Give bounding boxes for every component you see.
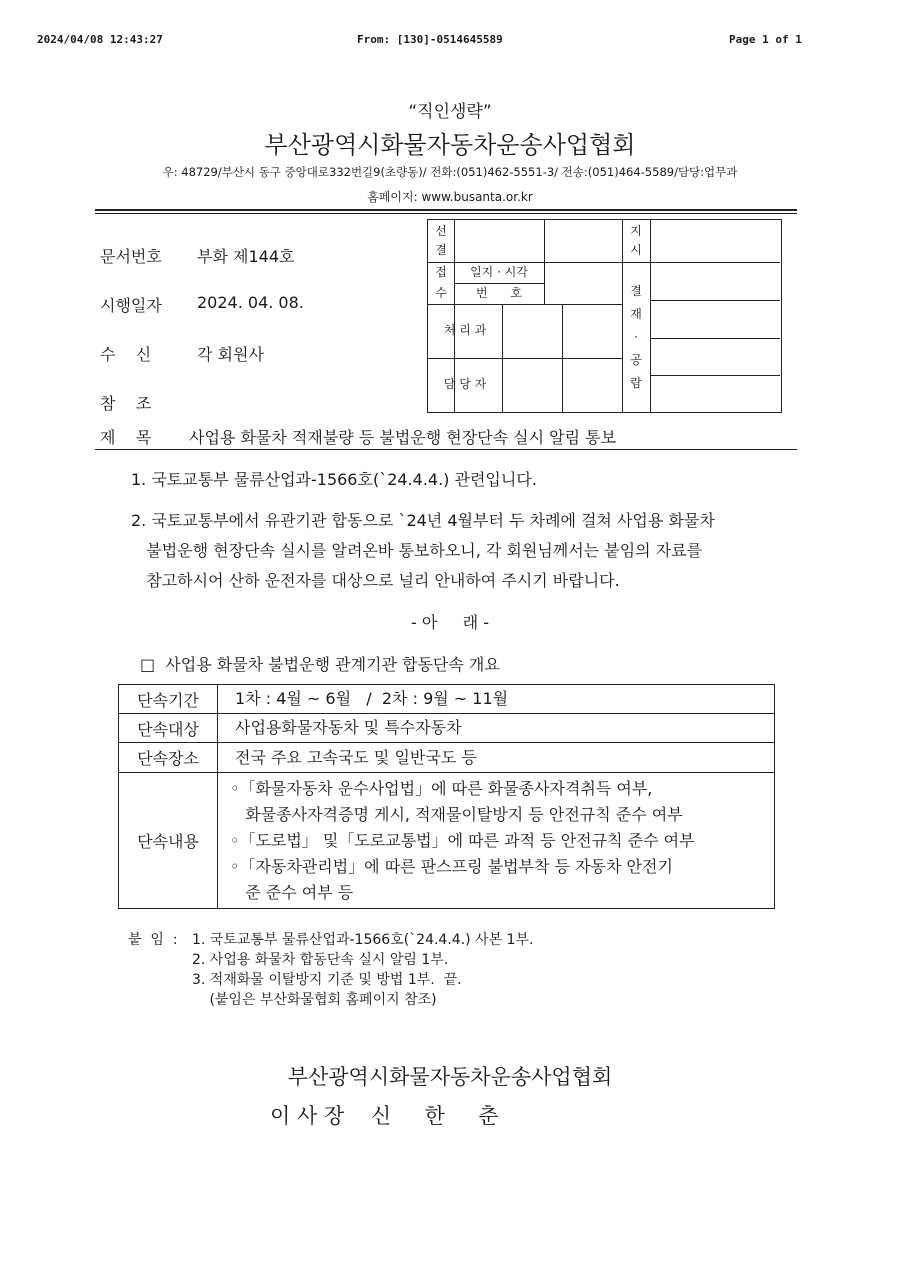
table-content-line-2: 화물종사자격증명 게시, 적재물이탈방지 등 안전규칙 준수 여부 xyxy=(230,804,683,824)
approval-v-4: 공 xyxy=(630,353,642,367)
doc-number-label: 문서번호 xyxy=(100,247,162,266)
approval-ji: 지 xyxy=(630,224,642,238)
recipient-label: 수 신 xyxy=(100,345,152,364)
subject-label: 제 목 xyxy=(100,428,152,447)
subject: 사업용 화물차 적재불량 등 불법운행 현장단속 실시 알림 통보 xyxy=(189,428,617,447)
fax-datetime: 2024/04/08 12:43:27 xyxy=(37,33,163,46)
attachment-note: (붙임은 부산화물협회 홈페이지 참조) xyxy=(205,992,437,1008)
approval-v-3: · xyxy=(634,330,638,344)
subject-rule xyxy=(95,449,797,450)
approval-processing-dept: 처 리 과 xyxy=(443,323,487,337)
reference-label: 참 조 xyxy=(100,394,152,413)
section-heading: □ 사업용 화물차 불법운행 관계기관 합동단속 개요 xyxy=(140,655,500,674)
body-item-2-line-2: 불법운행 현장단속 실시를 알려온바 통보하오니, 각 회원님께서는 붙임의 자료를 xyxy=(131,541,703,560)
body-item-2-line-3: 참고하시어 산하 운전자를 대상으로 널리 안내하여 주시기 바랍니다. xyxy=(131,571,620,590)
attachment-item-2: 2. 사업용 화물차 합동단속 실시 알림 1부. xyxy=(192,952,449,968)
doc-number: 부화 제144호 xyxy=(197,247,295,266)
body-item-1: 1. 국토교통부 물류산업과-1566호(`24.4.4.) 관련입니다. xyxy=(131,470,537,489)
motto: “직인생략” xyxy=(408,102,492,122)
attachment-item-1: 1. 국토교통부 물류산업과-1566호(`24.4.4.) 사본 1부. xyxy=(192,932,534,948)
table-label-content: 단속내용 xyxy=(119,773,218,909)
signature-org: 부산광역시화물자동차운송사업협회 xyxy=(287,1065,613,1089)
attachments-label: 붙 임 : xyxy=(128,932,178,948)
issue-date: 2024. 04. 08. xyxy=(197,293,304,312)
approval-box xyxy=(427,219,782,413)
approval-v-1: 결 xyxy=(630,284,642,298)
approval-person-in-charge: 담 당 자 xyxy=(443,377,487,391)
table-value-location: 전국 주요 고속국도 및 일반국도 등 xyxy=(235,747,477,767)
table-row xyxy=(119,714,775,743)
fax-page: Page 1 of 1 xyxy=(729,33,802,46)
table-row xyxy=(119,743,775,773)
fax-from: From: [130]-0514645589 xyxy=(357,33,503,46)
table-value-period: 1차 : 4월 ~ 6월 / 2차 : 9월 ~ 11월 xyxy=(235,689,509,708)
recipient: 각 회원사 xyxy=(197,345,264,364)
approval-seon: 선 xyxy=(435,224,447,238)
approval-date-time: 일지 · 시각 xyxy=(470,265,528,279)
attachment-item-3: 3. 적재화물 이탈방지 기준 및 방법 1부. 끝. xyxy=(192,972,462,988)
table-value-target: 사업용화물자동차 및 특수자동차 xyxy=(235,718,462,737)
table-label-period: 단속기간 xyxy=(119,685,218,714)
approval-su: 수 xyxy=(435,286,447,300)
approval-jeop: 접 xyxy=(435,265,447,279)
signature-title-name: 이 사 장 신 한 춘 xyxy=(270,1104,499,1128)
header-rule-thin xyxy=(95,213,797,214)
org-name: 부산광역시화물자동차운송사업협회 xyxy=(264,131,636,159)
table-label-target: 단속대상 xyxy=(119,714,218,743)
header-rule xyxy=(95,209,797,211)
approval-number: 번 호 xyxy=(475,286,523,300)
table-content-line-3: ◦「도로법」 및「도로교통법」에 따른 과적 등 안전규칙 준수 여부 xyxy=(230,830,695,850)
body-item-2-line-1: 2. 국토교통부에서 유관기관 합동으로 `24년 4월부터 두 차례에 걸쳐 사업용 화물차 xyxy=(131,511,715,530)
table-content-line-1: ◦「화물자동차 운수사업법」에 따른 화물종사자격취득 여부, xyxy=(230,778,653,798)
approval-gyeol: 결 xyxy=(435,243,447,257)
issue-date-label: 시행일자 xyxy=(100,296,162,315)
address-line: 우: 48729/부산시 동구 중앙대로332번길9(초량동)/ 전화:(051)462-5551-3/ 전송:(051)464-5589/담당:업무과 xyxy=(162,165,738,179)
table-content-line-4: ◦「자동차관리법」에 따른 판스프링 불법부착 등 자동차 안전기 xyxy=(230,856,673,876)
homepage-line: 홈페이지: www.busanta.or.kr xyxy=(367,190,533,204)
enforcement-table xyxy=(118,684,775,909)
approval-si: 시 xyxy=(630,243,642,257)
approval-v-5: 람 xyxy=(630,376,642,390)
table-content-line-5: 준 준수 여부 등 xyxy=(230,882,354,902)
approval-v-2: 재 xyxy=(630,307,642,321)
table-row xyxy=(119,685,775,714)
table-label-location: 단속장소 xyxy=(119,743,218,773)
table-row xyxy=(119,773,775,909)
below-marker: - 아 래 - xyxy=(410,613,490,632)
